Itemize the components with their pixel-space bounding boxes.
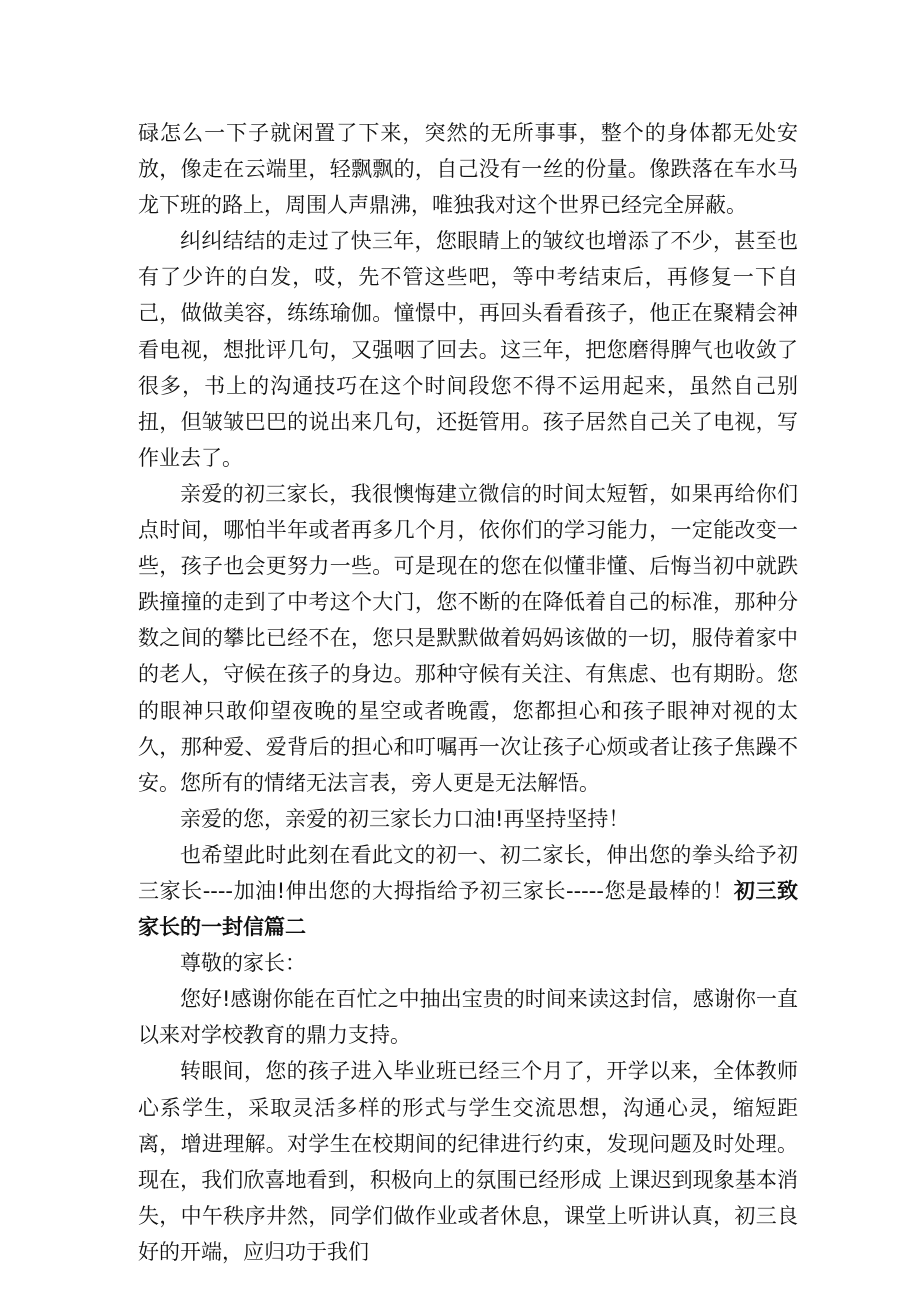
paragraph: 亲爱的初三家长，我很懊悔建立微信的时间太短暂，如果再给你们点时间，哪怕半年或者再多几个月，依你们的学习能力，一定能改变一些，孩子也会更努力一些。可是现在的您在似懂非懂、后悔当初中就跌跌撞撞的走到了中考这个大门，您不断的在降低着自己的标准，那种分数之间的攀比已经不在，您只是默默做着妈妈该做的一切，服侍着家中的老人，守候在孩子的身边。那种守候有关注、有焦虑、也有期盼。您的眼神只敢仰望夜晚的星空或者晚霞，您都担心和孩子眼神对视的太久，那种爱、爱背后的担心和叮嘱再一次让孩子心烦或者让孩子焦躁不安。您所有的情绪无法言表，旁人更是无法解悟。 [138,481,798,795]
paragraph-with-heading [138,837,798,945]
paragraph-text: 也希望此时此刻在看此文的初一、初二家长，伸出您的拳头给予初三家长----加油!伸出您的大拇指给予初三家长-----您是最棒的！ [138,842,798,903]
paragraph: 转眼间，您的孩子进入毕业班已经三个月了，开学以来，全体教师心系学生，采取灵活多样的形式与学生交流思想，沟通心灵，缩短距离，增进理解。对学生在校期间的纪律进行约束，发现问题及时处理。现在，我们欣喜地看到，积极向上的氛围已经形成 上课迟到现象基本消失，中午秩序井然，同学们做作业或者休息，课堂上听讲认真，初三良好的开端，应归功于我们 [138,1059,798,1264]
paragraph: 亲爱的您，亲爱的初三家长力口油!再坚持坚持！ [180,806,630,831]
paragraph: 您好!感谢你能在百忙之中抽出宝贵的时间来读这封信，感谢你一直以来对学校教育的鼎力支持。 [138,987,798,1048]
document-body [138,115,798,1270]
paragraph: 纠纠结结的走过了快三年，您眼睛上的皱纹也增添了不少，甚至也有了少许的白发，哎，先不管这些吧，等中考结束后，再修复一下自己，做做美容，练练瑜伽。憧憬中，再回头看看孩子，他正在聚精会神看电视，想批评几句，又强咽了回去。这三年，把您磨得脾气也收敛了很多，书上的沟通技巧在这个时间段您不得不运用起来，虽然自己别扭，但皱皱巴巴的说出来几句，还挺管用。孩子居然自己关了电视，写作业去了。 [138,229,798,470]
section-heading: 初三致家长的一封信篇二 [138,878,799,940]
paragraph-continued: 碌怎么一下子就闲置了下来，突然的无所事事，整个的身体都无处安放，像走在云端里，轻飘飘的，自己没有一丝的份量。像跌落在车水马龙下班的路上，周围人声鼎沸，唯独我对这个世界已经完全屏蔽。 [138,121,798,218]
salutation: 尊敬的家长： [180,951,306,976]
